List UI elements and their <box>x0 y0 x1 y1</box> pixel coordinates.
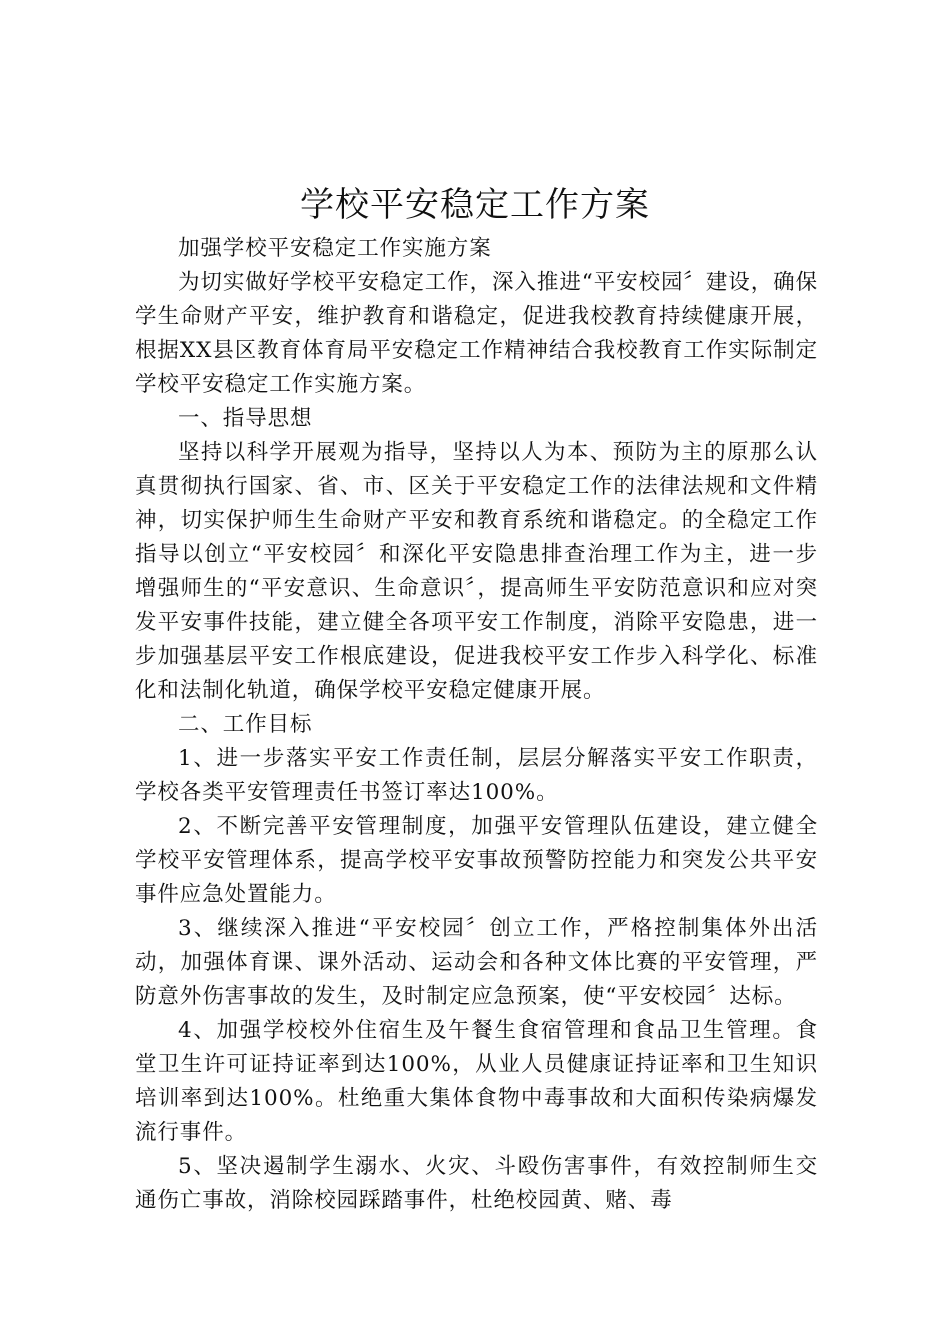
paragraph-goal-1: 1、进一步落实平安工作责任制，层层分解落实平安工作职责，学校各类平安管理责任书签订率达100%。 <box>135 746 818 805</box>
paragraph-subtitle: 加强学校平安稳定工作实施方案 <box>178 236 492 261</box>
paragraph-goal-5: 5、坚决遏制学生溺水、火灾、斗殴伤害事件，有效控制师生交通伤亡事故，消除校园踩踏事件，杜绝校园黄、赌、毒 <box>135 1154 818 1213</box>
document-body <box>135 232 818 1218</box>
document-title: 学校平安稳定工作方案 <box>300 185 650 225</box>
paragraph-goal-4: 4、加强学校校外住宿生及午餐生食宿管理和食品卫生管理。食堂卫生许可证持证率到达100%，从业人员健康证持证率和卫生知识培训率到达100%。杜绝重大集体食物中毒事故和大面积传染病爆发流行事件。 <box>135 1018 818 1145</box>
paragraph-goal-2: 2、不断完善平安管理制度，加强平安管理队伍建设，建立健全学校平安管理体系，提高学校平安事故预警防控能力和突发公共平安事件应急处置能力。 <box>135 814 818 907</box>
paragraph-goal-3: 3、继续深入推进“平安校园〞创立工作，严格控制集体外出活动，加强体育课、课外活动、运动会和各种文体比赛的平安管理，严防意外伤害事故的发生，及时制定应急预案，使“平安校园〞达标。 <box>135 916 818 1009</box>
paragraph-intro: 为切实做好学校平安稳定工作，深入推进“平安校园〞建设，确保学生命财产平安，维护教育和谐稳定，促进我校教育持续健康开展，根据XX县区教育体育局平安稳定工作精神结合我校教育工作实际制定学校平安稳定工作实施方案。 <box>135 270 818 397</box>
section-heading-work-goals: 二、工作目标 <box>178 712 313 737</box>
paragraph-guiding-ideology: 坚持以科学开展观为指导，坚持以人为本、预防为主的原那么认真贯彻执行国家、省、市、区关于平安稳定工作的法律法规和文件精神，切实保护师生生命财产平安和教育系统和谐稳定。的全稳定工作指导以创立“平安校园〞和深化平安隐患排查治理工作为主，进一步增强师生的“平安意识、生命意识〞，提高师生平安防范意识和应对突发平安事件技能，建立健全各项平安工作制度，消除平安隐患，进一步加强基层平安工作根底建设，促进我校平安工作步入科学化、标准化和法制化轨道，确保学校平安稳定健康开展。 <box>135 440 818 703</box>
section-heading-guiding-ideology: 一、指导思想 <box>178 406 313 431</box>
